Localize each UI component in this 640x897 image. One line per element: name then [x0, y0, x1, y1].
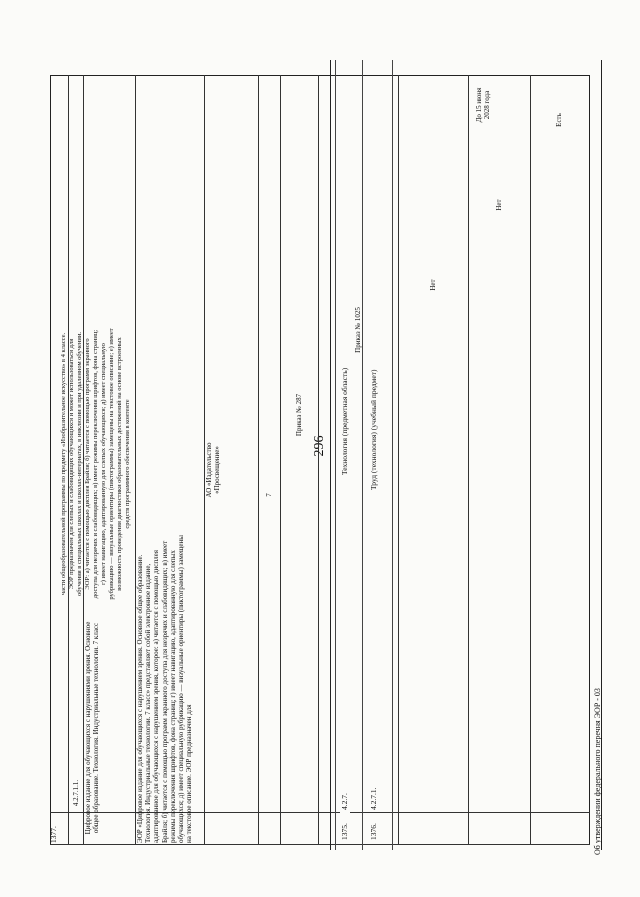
row-1377-order2: Приказ № 1025: [354, 307, 362, 353]
footer-caption: Об утверждении федерального перечня ЭОР - 03: [593, 688, 602, 855]
row-1377-deadline: До 15 июня 2028 года: [475, 87, 491, 123]
top-description-wrap: [60, 328, 332, 600]
row-line: [335, 60, 336, 850]
row-1377-col-b: Нет: [495, 199, 503, 211]
row-1377-col-a: Нет: [429, 279, 437, 291]
row-1375-number: 1375.: [340, 823, 349, 840]
row-1377-number: 1377.: [49, 826, 58, 843]
row-1377-publisher: АО «Издательство «Просвещение»: [205, 442, 222, 498]
row-1375-title: Технология (предметная область): [340, 367, 349, 475]
row-1376-code: 4.2.7.1.: [369, 787, 378, 810]
row-1377-class: 7: [265, 493, 273, 497]
row-1376-number: 1376.: [369, 823, 378, 840]
row-1377-name: Цифровое издание для обучающихся с нарушениями зрения. Основное общее образование. Технология. Индустриальные технологии. 7 класс: [84, 621, 101, 835]
row-1377-col-c: Есть: [555, 113, 563, 127]
row-1377-description: ЭОР «Цифровое издание для обучающихся с нарушением зрения. Основное общее образование. Технология. Индустриальные технологии. 7 класс» представляет собой электронное издание, адаптированное для обучающихся с нарушением зрения, которое: а) читается с помощью дисплея Брайля; б) читается с помощью программ экранного доступа для незрячих и слабовидящих; в) имеет режимы переключения шрифтов, фона страниц; г) имеет навигацию, адаптированную для слепых обучающихся; д) имеет специальную рубрикацию — визуальные ориентиры (пиктограммы) замещены на текстовое описание. ЭОР предназначен для: [136, 535, 194, 843]
row-line: [392, 60, 393, 850]
row-line: [362, 60, 363, 850]
row-prev-description: части общеобразовательной программы по предмету «Изобразительное искусство» в 4 классе. ЭОР предназначен для слепых и слабовидящих обучающихся и может использоваться для обучения в специальных школах и школах-интернатах, в инклюзии и при удаленном обучении. ЭОР: а) читается с помощью дисплея Брайля; б) читается с помощью программ экранного доступа для незрячих и слабовидящих; в) имеет режимы переключения шрифтов, фона страниц; г) имеет навигацию, адаптированную для слепых обучающихся; д) имеет специальную рубрикацию — визуальные ориентиры (пиктограммы) замещены на текстовое описание; е) имеет возможность проведения диагностики образовательных достижений на основе встроенных средств программного обеспечения в контенте: [60, 328, 131, 600]
row-1377-code: 4.2.7.1.1.: [72, 779, 80, 807]
row-1375-code: 4.2.7.: [340, 793, 349, 810]
row-1377-order1: Приказ № 287: [295, 393, 303, 437]
page-number: 296: [312, 435, 327, 457]
row-1376-title: Труд (технология) (учебный предмет): [369, 369, 378, 490]
